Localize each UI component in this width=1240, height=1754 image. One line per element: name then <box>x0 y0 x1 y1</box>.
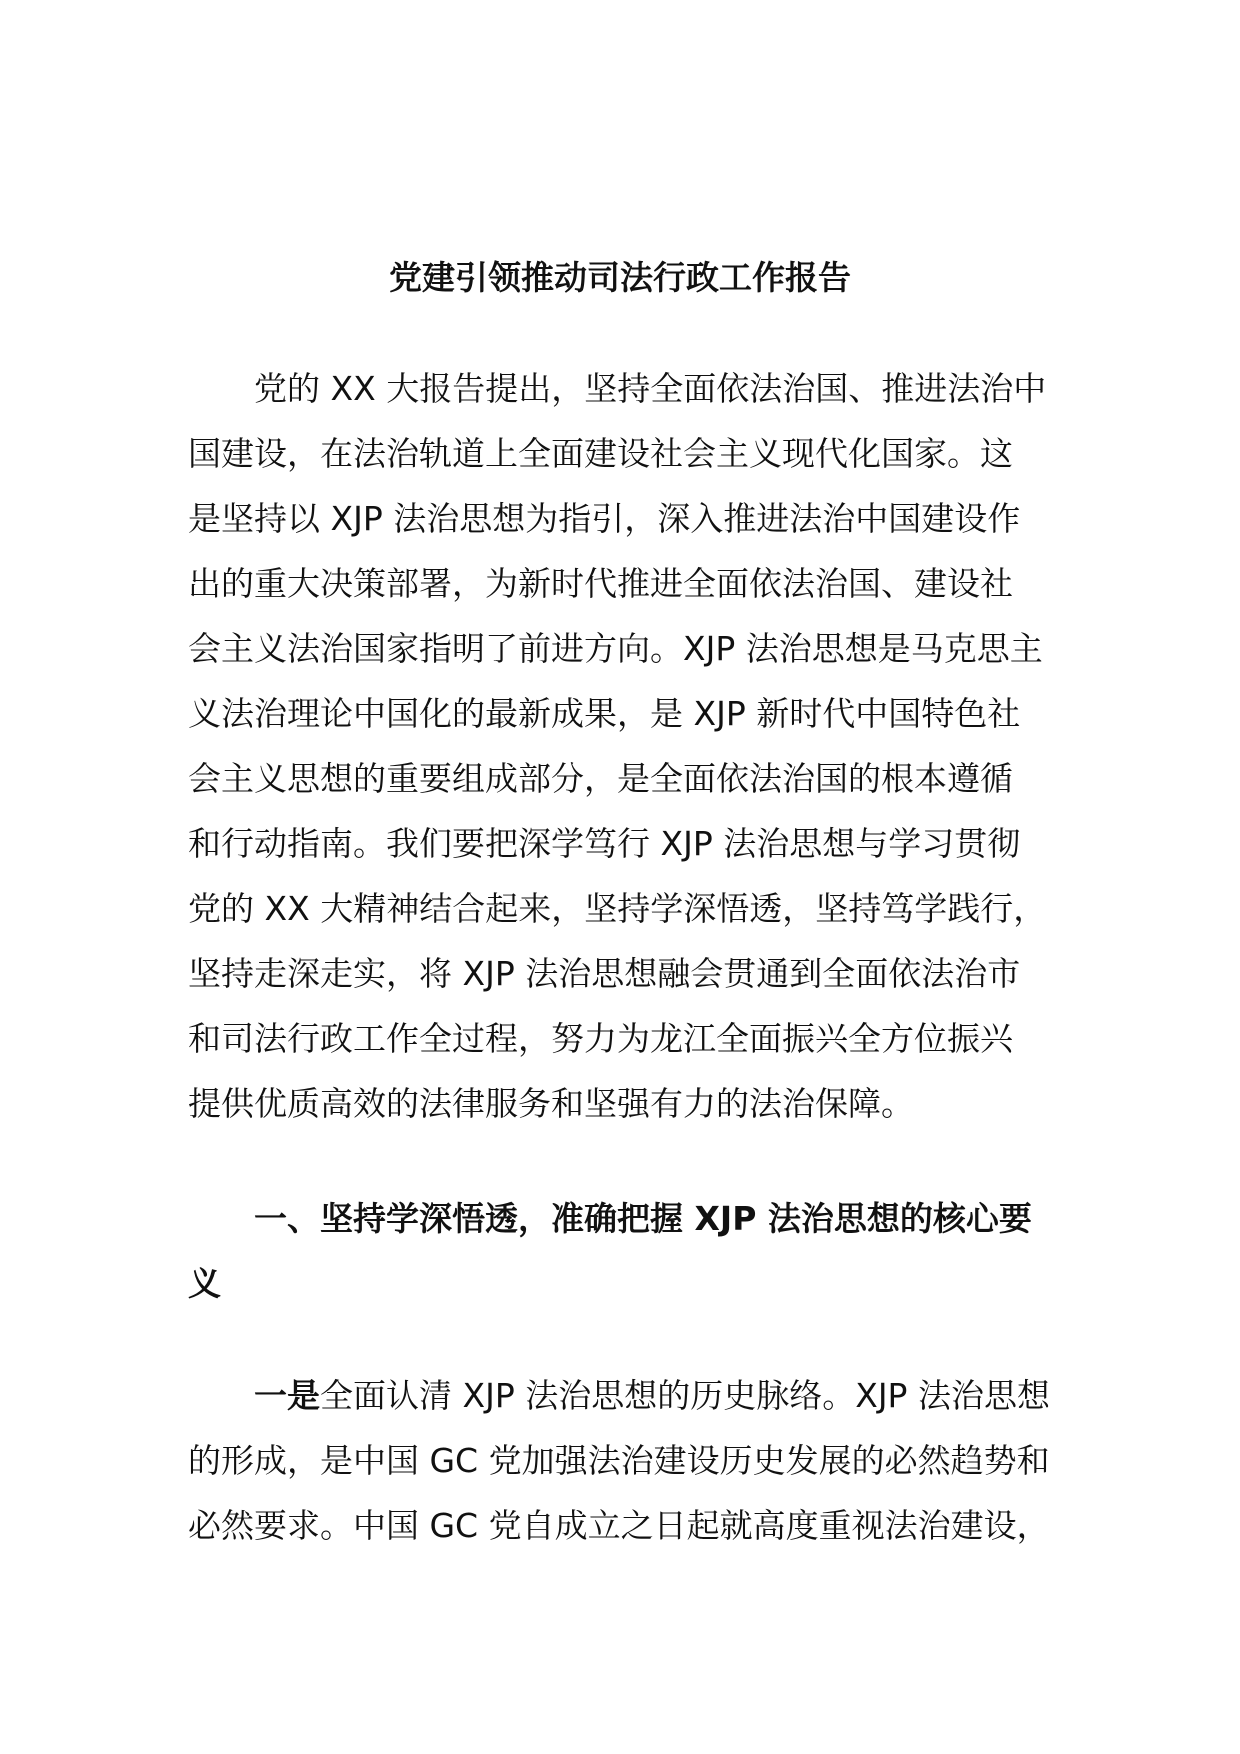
paragraph-line: 会主义思想的重要组成部分，是全面依法治国的根本遵循 <box>188 759 1013 798</box>
document-title: 党建引领推动司法行政工作报告 <box>389 258 851 297</box>
paragraph-intro <box>188 356 1058 1136</box>
paragraph-line: 党的 XX 大报告提出，坚持全面依法治国、推进法治中 <box>254 369 1047 408</box>
paragraph-line: 必然要求。中国 GC 党自成立之日起就高度重视法治建设， <box>188 1506 1050 1545</box>
paragraph-line-rest: 全面认清 XJP 法治思想的历史脉络。XJP 法治思想 <box>320 1376 1050 1415</box>
paragraph-line: 义法治理论中国化的最新成果，是 XJP 新时代中国特色社 <box>188 694 1021 733</box>
paragraph-point-one <box>188 1363 1058 1558</box>
paragraph-line: 党的 XX 大精神结合起来，坚持学深悟透，坚持笃学践行， <box>188 889 1047 928</box>
paragraph-line: 坚持走深走实，将 XJP 法治思想融会贯通到全面依法治市 <box>188 954 1021 993</box>
paragraph-line: 会主义法治国家指明了前进方向。XJP 法治思想是马克思主 <box>188 629 1043 668</box>
paragraph-line: 的形成，是中国 GC 党加强法治建设历史发展的必然趋势和 <box>188 1441 1050 1480</box>
paragraph-line: 国建设，在法治轨道上全面建设社会主义现代化国家。这 <box>188 434 1013 473</box>
paragraph-line <box>188 1363 1058 1428</box>
paragraph-line: 和司法行政工作全过程，努力为龙江全面振兴全方位振兴 <box>188 1019 1013 1058</box>
section-heading-line: 义 <box>188 1264 221 1303</box>
paragraph-line: 是坚持以 XJP 法治思想为指引，深入推进法治中国建设作 <box>188 499 1021 538</box>
paragraph-line: 提供优质高效的法律服务和坚强有力的法治保障。 <box>188 1084 914 1123</box>
paragraph-line: 出的重大决策部署，为新时代推进全面依法治国、建设社 <box>188 564 1013 603</box>
paragraph-lead-label: 一是 <box>254 1376 320 1415</box>
paragraph-line: 和行动指南。我们要把深学笃行 XJP 法治思想与学习贯彻 <box>188 824 1021 863</box>
section-heading-1 <box>188 1186 1058 1316</box>
section-heading-line: 一、坚持学深悟透，准确把握 XJP 法治思想的核心要 <box>254 1199 1032 1238</box>
